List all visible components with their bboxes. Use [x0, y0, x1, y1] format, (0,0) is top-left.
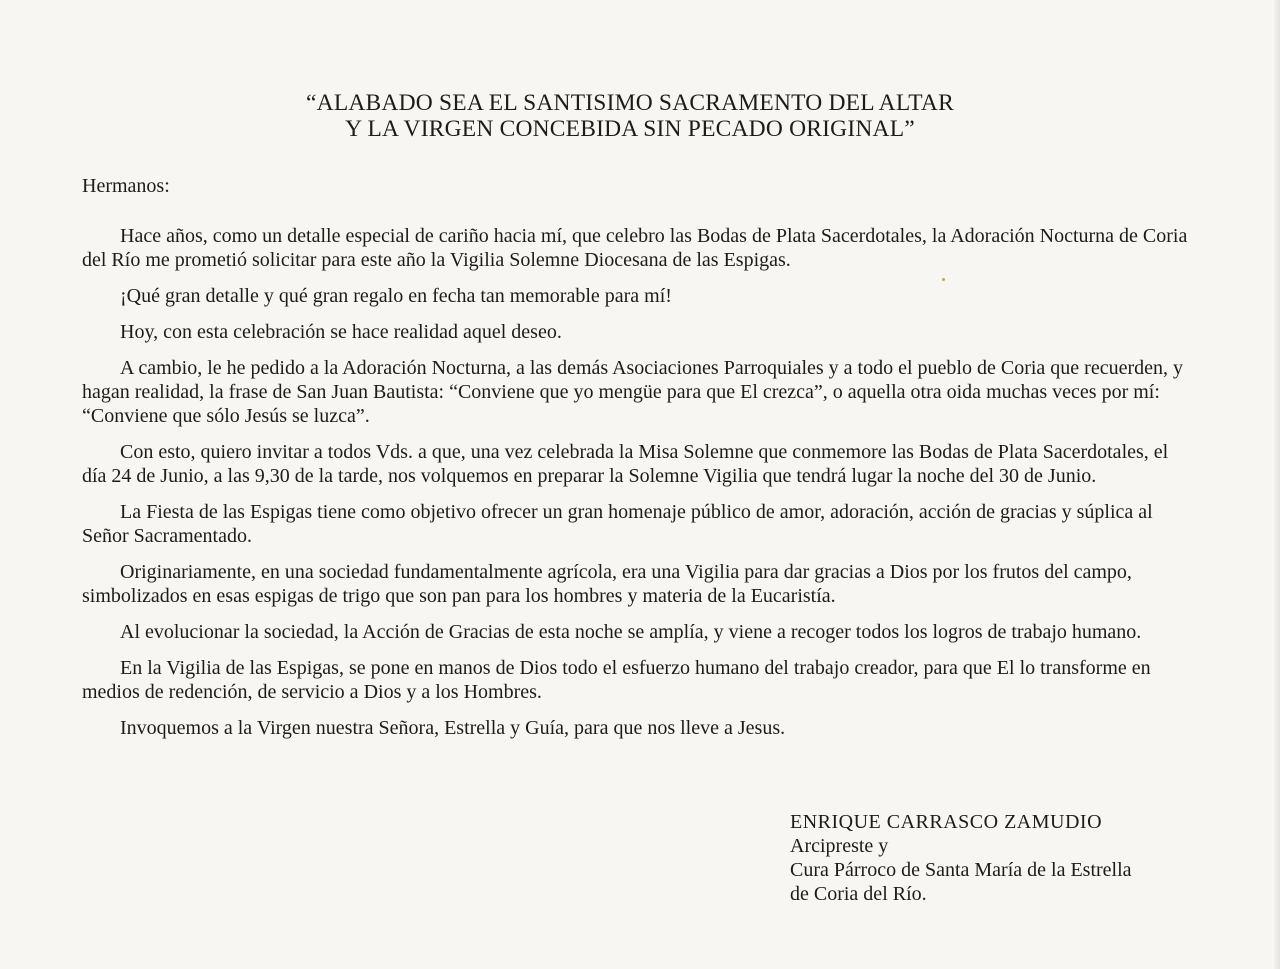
signatory-title-2: Cura Párroco de Santa María de la Estrella — [790, 859, 1132, 881]
signatory-title-1: Arcipreste y — [790, 835, 889, 857]
paragraph-1: Hace años, como un detalle especial de cariño hacia mí, que celebro las Bodas de Plata Sacerdotales, la Adoración Nocturna de Coria del Río me prometió solicitar para este año la Vigilia Solemne Diocesana de las Espigas. — [82, 225, 1188, 271]
page-edge — [1274, 0, 1280, 969]
paragraph-10: Invoquemos a la Virgen nuestra Señora, Estrella y Guía, para que nos lleve a Jesus. — [120, 717, 786, 739]
paragraph-2: ¡Qué gran detalle y qué gran regalo en fecha tan memorable para mí! — [120, 285, 672, 307]
document-heading — [250, 90, 1010, 142]
signatory-title-3: de Coria del Río. — [790, 883, 927, 905]
paragraph-8: Al evolucionar la sociedad, la Acción de Gracias de esta noche se amplía, y viene a recoger todos los logros de trabajo humano. — [120, 621, 1142, 643]
salutation: Hermanos: — [82, 175, 170, 197]
paragraph-5: Con esto, quiero invitar a todos Vds. a que, una vez celebrada la Misa Solemne que conmemore las Bodas de Plata Sacerdotales, el día 24 de Junio, a las 9,30 de la tarde, nos volquemos en preparar la Solemne Vigilia que tendrá lugar la noche del 30 de Junio. — [82, 441, 1169, 487]
signatory-name: ENRIQUE CARRASCO ZAMUDIO — [790, 811, 1103, 833]
paragraph-7: Originariamente, en una sociedad fundamentalmente agrícola, era una Vigilia para dar gracias a Dios por los frutos del campo, simbolizados en esas espigas de trigo que son pan para los hombres y materia de la Eucaristía. — [82, 561, 1132, 607]
letter-body — [82, 224, 1190, 752]
signature-block — [790, 810, 1132, 906]
paragraph-3: Hoy, con esta celebración se hace realidad aquel deseo. — [120, 321, 562, 343]
heading-line-2: Y LA VIRGEN CONCEBIDA SIN PECADO ORIGINAL” — [345, 116, 915, 142]
heading-line-1: “ALABADO SEA EL SANTISIMO SACRAMENTO DEL ALTAR — [306, 90, 954, 116]
paragraph-6: La Fiesta de las Espigas tiene como objetivo ofrecer un gran homenaje público de amor, adoración, acción de gracias y súplica al Señor Sacramentado. — [82, 501, 1153, 547]
paragraph-4: A cambio, le he pedido a la Adoración Nocturna, a las demás Asociaciones Parroquiales y a todo el pueblo de Coria que recuerden, y hagan realidad, la frase de San Juan Bautista: “Conviene que yo mengüe para que El crezca”, o aquella otra oida muchas veces por mí: “Conviene que sólo Jesús se luzca”. — [82, 357, 1183, 427]
paragraph-9: En la Vigilia de las Espigas, se pone en manos de Dios todo el esfuerzo humano del trabajo creador, para que El lo transforme en medios de redención, de servicio a Dios y a los Hombres. — [82, 657, 1151, 703]
